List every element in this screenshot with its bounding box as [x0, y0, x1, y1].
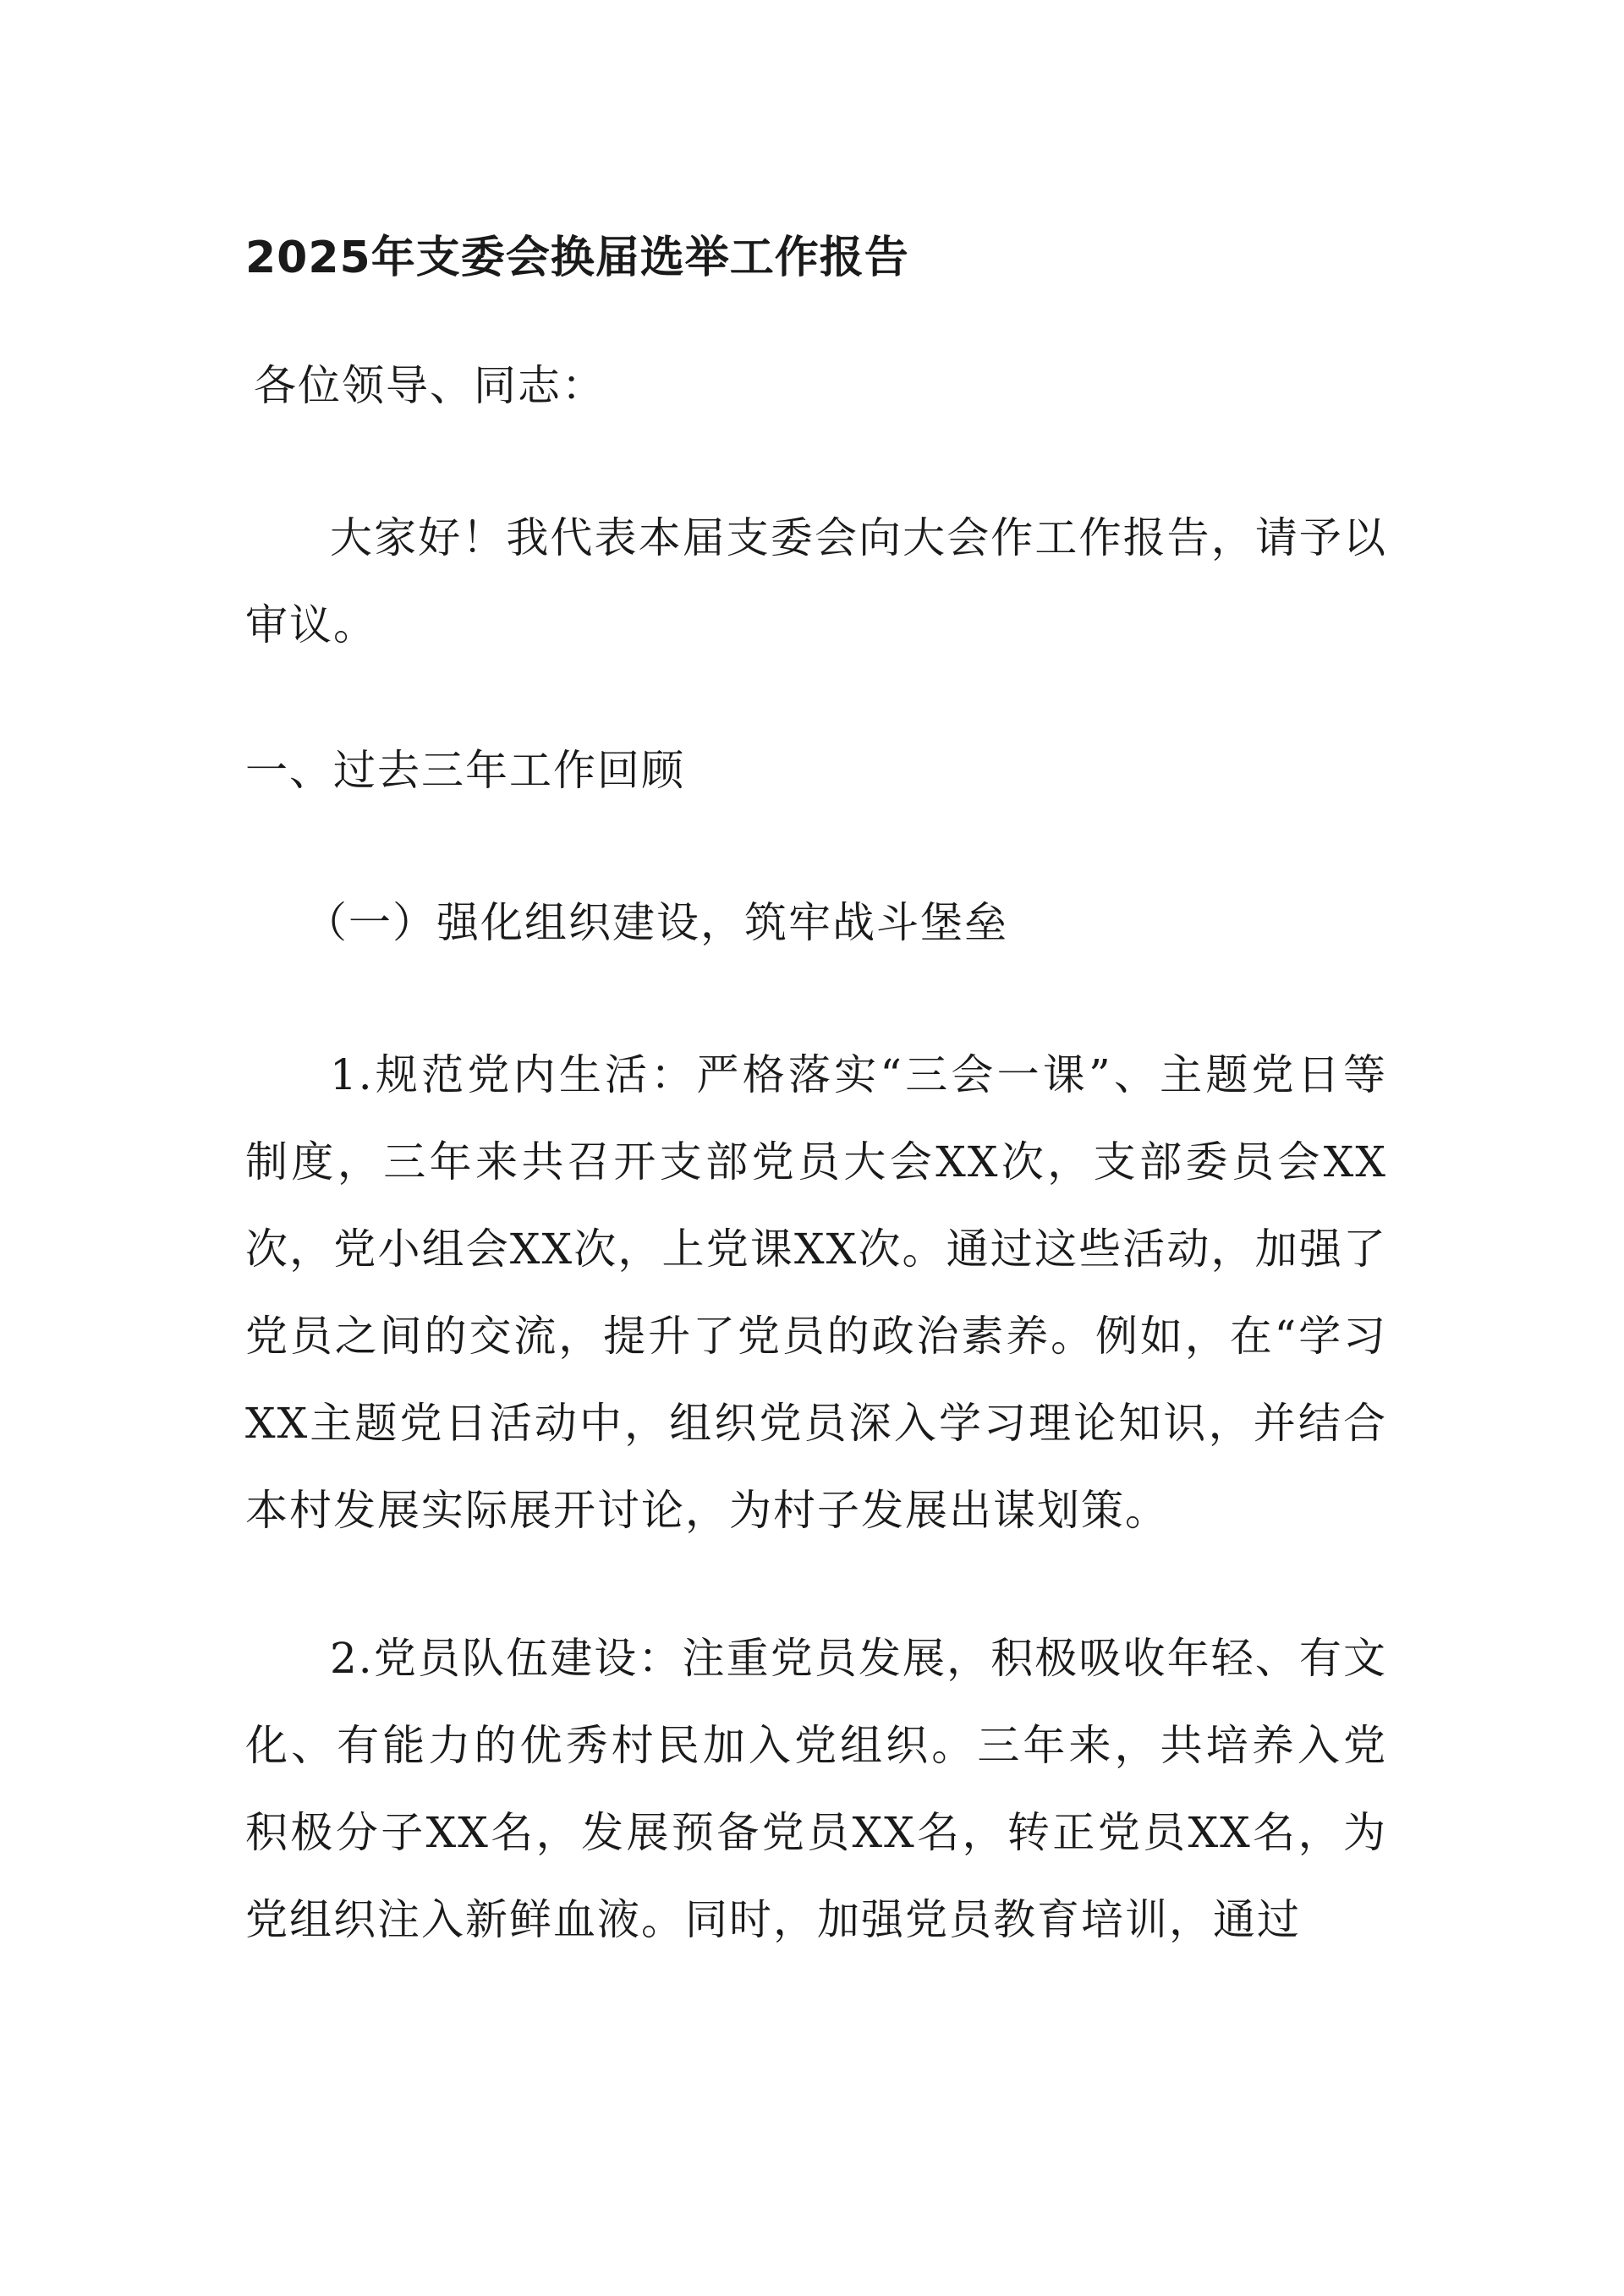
paragraph-party-life: 1.规范党内生活：严格落实“三会一课”、主题党日等制度，三年来共召开支部党员大会XX次，支部委员会XX次，党小组会XX次，上党课XX次。通过这些活动，加强了党员之间的交流，提升了党员的政治素养。例如，在“学习XX主题党日活动中，组织党员深入学习理论知识，并结合本村发展实际展开讨论，为村子发展出谋划策。: [245, 1050, 1387, 1535]
subsection-heading-organization: （一）强化组织建设，筑牢战斗堡垒: [304, 898, 1008, 947]
opening-paragraph: 大家好！我代表本届支委会向大会作工作报告，请予以审议。: [245, 513, 1387, 649]
section-heading-review: 一、过去三年工作回顾: [245, 746, 685, 795]
document-title: 2025年支委会换届选举工作报告: [245, 233, 909, 283]
paragraph-member-team: 2.党员队伍建设：注重党员发展，积极吸收年轻、有文化、有能力的优秀村民加入党组织。三年来，共培养入党积极分子XX名，发展预备党员XX名，转正党员XX名，为党组织注入新鲜血液。同时，加强党员教育培训，通过: [245, 1634, 1387, 1944]
salutation: 各位领导、同志：: [254, 361, 606, 410]
